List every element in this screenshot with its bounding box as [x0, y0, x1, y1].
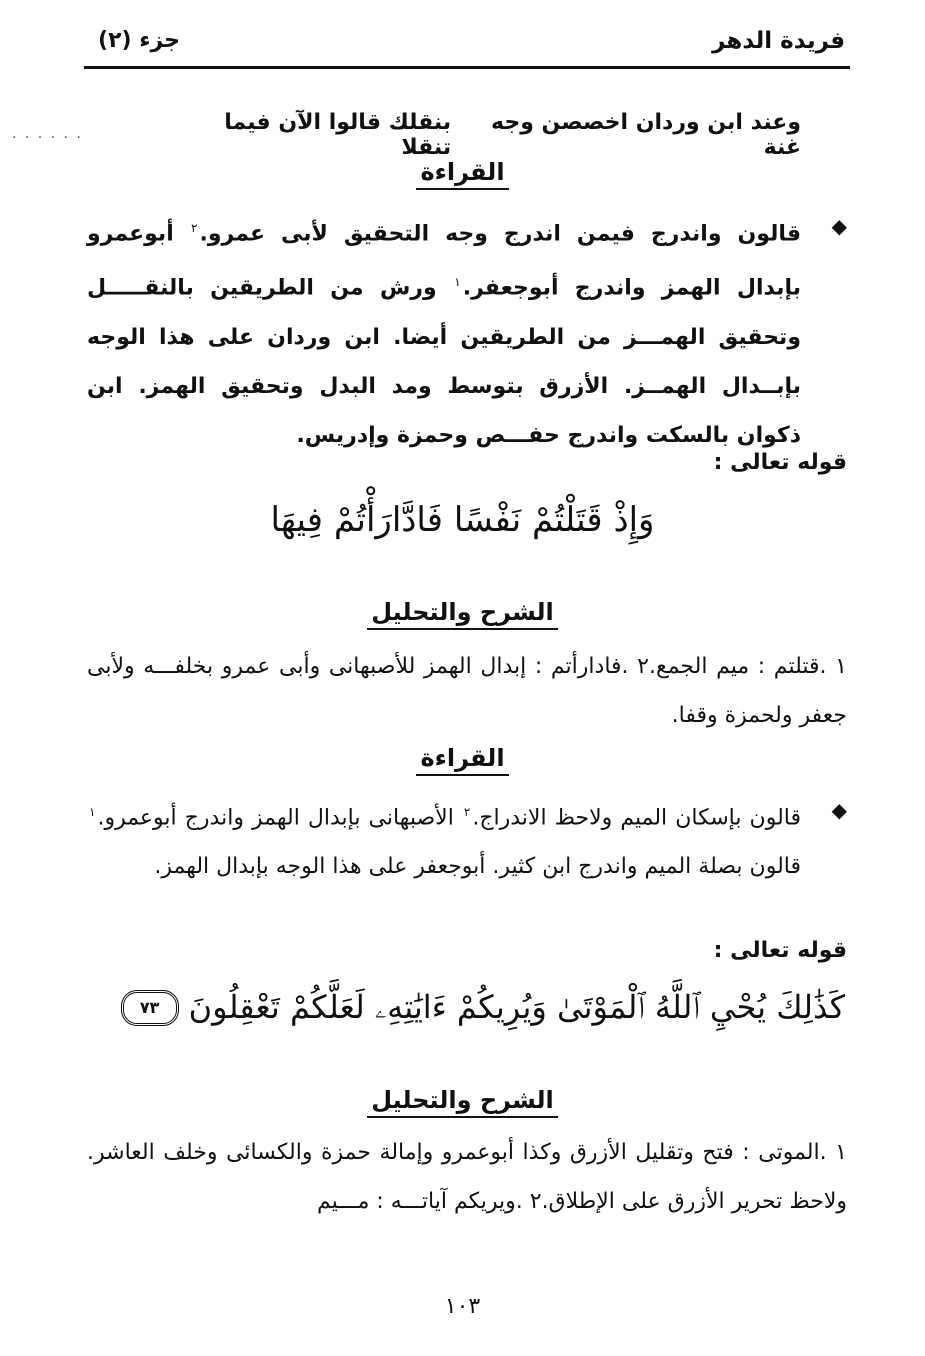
footnote-marker: ١: [89, 805, 96, 819]
part-number: جزء (٢): [98, 28, 181, 53]
verse-right-half: وعند ابن وردان اخصصن وجه غنة: [491, 110, 801, 160]
verse-left-half: بنقلك قالوا الآن فيما تنقلا: [224, 110, 452, 160]
quran-verse-1: وَإِذْ قَتَلْتُمْ نَفْسًا فَادَّارَأْتُمْ فِيهَا: [270, 500, 655, 540]
analysis-heading-1: الشرح والتحليل: [0, 598, 925, 630]
qawluh-label-1: قوله تعالى :: [713, 450, 847, 475]
ayah-number-badge: ٧٣: [121, 990, 179, 1026]
qawluh-label-2: قوله تعالى :: [713, 938, 847, 963]
analysis-paragraph-1: ١ .قتلتم : ميم الجمع.٢ .فادارأتم : إبدال الهمز للأصبهانى وأبى عمرو بخلفـــه ولأبى جعفر ولحمزة وقفا.: [87, 654, 847, 728]
reading-heading-2: القراءة: [0, 744, 925, 776]
intro-verse: [171, 110, 801, 160]
bullet-diamond-icon: ◆: [831, 798, 847, 822]
reading-paragraph-1: قالون واندرج فيمن اندرج وجه التحقيق لأبى عمرو.$^٢$ أبوعمرو بإبدال الهمز واندرج أبوجعفر.$^١$ ورش من الطريقين بالنقـــــل وتحقيق الهمـــز من الطريقين أيضا. ابن وردان على هذا الوجه بإبــدال الهمــز. الأزرق بتوسط ومد البدل وتحقيق الهمز. ابن ذكوان بالسكت واندرج حفـــص وحمزة وإدريس.: [87, 221, 801, 448]
analysis-heading-2: الشرح والتحليل: [0, 1086, 925, 1118]
footnote-marker: ١: [454, 275, 461, 290]
page-number: ١٠٣: [444, 1294, 481, 1319]
reading-paragraph-2: قالون بإسكان الميم ولاحظ الاندراج.$^٢$ الأصبهانى بإبدال الهمز واندرج أبوعمرو.$^١$ قالون بصلة الميم واندرج ابن كثير. أبوجعفر على هذا الوجه بإبدال الهمز.: [89, 805, 801, 880]
margin-marks: . . . . . .: [12, 126, 83, 142]
quran-verse-2-text: كَذَٰلِكَ يُحْيِ ٱللَّهُ ٱلْمَوْتَىٰ وَيُرِيكُمْ ءَايَٰتِهِۦ لَعَلَّكُمْ تَعْقِلُونَ: [188, 988, 845, 1026]
footnote-marker: ٢: [191, 221, 198, 235]
book-title: فريدة الدهر: [712, 28, 845, 54]
footnote-marker: ٢: [463, 805, 471, 819]
bullet-diamond-icon: ◆: [831, 214, 847, 238]
quran-verse-2: [85, 988, 845, 1027]
header-divider: [84, 66, 850, 69]
reading-heading-1: القراءة: [0, 158, 925, 190]
analysis-paragraph-2: ١ .الموتى : فتح وتقليل الأزرق وكذا أبوعمرو وإمالة حمزة والكسائى وخلف العاشر. ولاحظ تحرير الأزرق على الإطلاق.٢ .ويريكم آياتـــه : مـــيم: [87, 1140, 847, 1214]
